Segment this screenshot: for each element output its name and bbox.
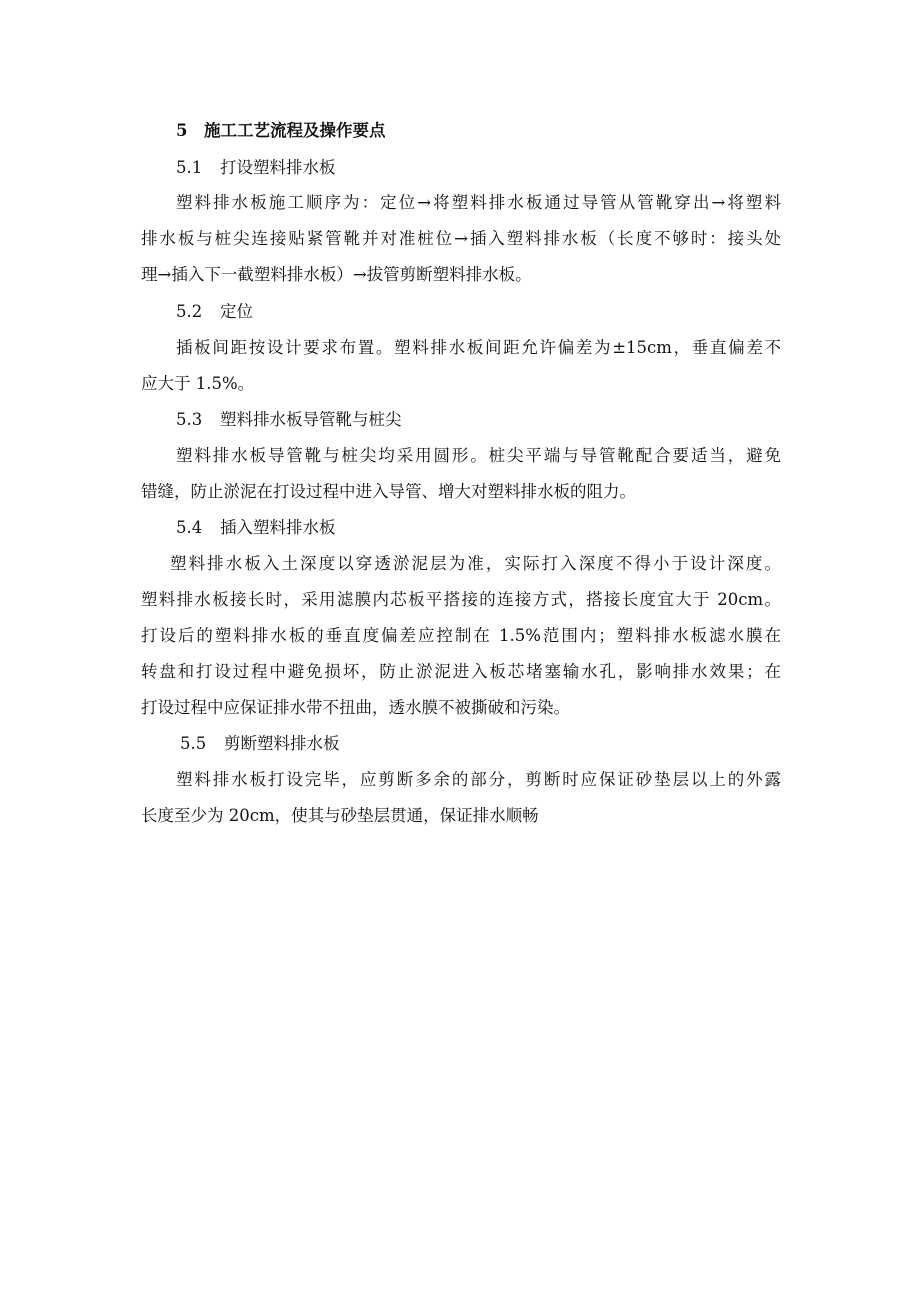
paragraph-line: 打设过程中应保证排水带不扭曲，透水膜不被撕破和污染。 xyxy=(141,698,570,717)
section-heading xyxy=(176,120,386,142)
paragraph-line: 长度至少为 20cm，使其与砂垫层贯通，保证排水顺畅 xyxy=(141,806,539,825)
subsection-title: 定位 xyxy=(220,302,253,321)
subsection-number: 5.5 xyxy=(180,734,207,753)
paragraph-line: 应大于 1.5%。 xyxy=(141,374,255,393)
subsection-heading-5-1 xyxy=(176,157,336,179)
subsection-heading-5-2 xyxy=(176,301,253,323)
paragraph-line: 打设后的塑料排水板的垂直度偏差应控制在 1.5%范围内；塑料排水板滤水膜在 xyxy=(141,626,781,645)
subsection-heading-5-5 xyxy=(180,733,340,755)
paragraph-line: 塑料排水板入土深度以穿透淤泥层为准，实际打入深度不得小于设计深度。 xyxy=(170,554,781,573)
subsection-title: 插入塑料排水板 xyxy=(220,518,336,537)
paragraph-line: 塑料排水板导管靴与桩尖均采用圆形。桩尖平端与导管靴配合要适当，避免 xyxy=(176,446,781,465)
paragraph-line: 转盘和打设过程中避免损坏，防止淤泥进入板芯堵塞输水孔，影响排水效果；在 xyxy=(141,662,781,681)
paragraph-line: 塑料排水板打设完毕，应剪断多余的部分，剪断时应保证砂垫层以上的外露 xyxy=(176,770,781,789)
paragraph-line: 错缝，防止淤泥在打设过程中进入导管、增大对塑料排水板的阻力。 xyxy=(141,482,636,501)
subsection-title: 打设塑料排水板 xyxy=(220,158,336,177)
subsection-heading-5-4 xyxy=(176,517,336,539)
section-number: 5 xyxy=(176,121,188,140)
subsection-number: 5.3 xyxy=(176,410,203,429)
paragraph-line: 排水板与桩尖连接贴紧管靴并对准桩位→插入塑料排水板（长度不够时：接头处 xyxy=(141,229,781,248)
subsection-title: 塑料排水板导管靴与桩尖 xyxy=(220,410,402,429)
subsection-heading-5-3 xyxy=(176,409,402,431)
paragraph-line: 塑料排水板施工顺序为：定位→将塑料排水板通过导管从管靴穿出→将塑料 xyxy=(176,193,781,212)
subsection-number: 5.2 xyxy=(176,302,203,321)
section-title: 施工工艺流程及操作要点 xyxy=(204,121,386,140)
paragraph-line: 塑料排水板接长时，采用滤膜内芯板平搭接的连接方式，搭接长度宜大于 20cm。 xyxy=(141,590,781,609)
subsection-number: 5.1 xyxy=(176,158,203,177)
paragraph-line: 理→插入下一截塑料排水板）→拔管剪断塑料排水板。 xyxy=(141,265,532,284)
subsection-title: 剪断塑料排水板 xyxy=(224,734,340,753)
paragraph-line: 插板间距按设计要求布置。塑料排水板间距允许偏差为±15cm，垂直偏差不 xyxy=(176,338,781,357)
subsection-number: 5.4 xyxy=(176,518,203,537)
